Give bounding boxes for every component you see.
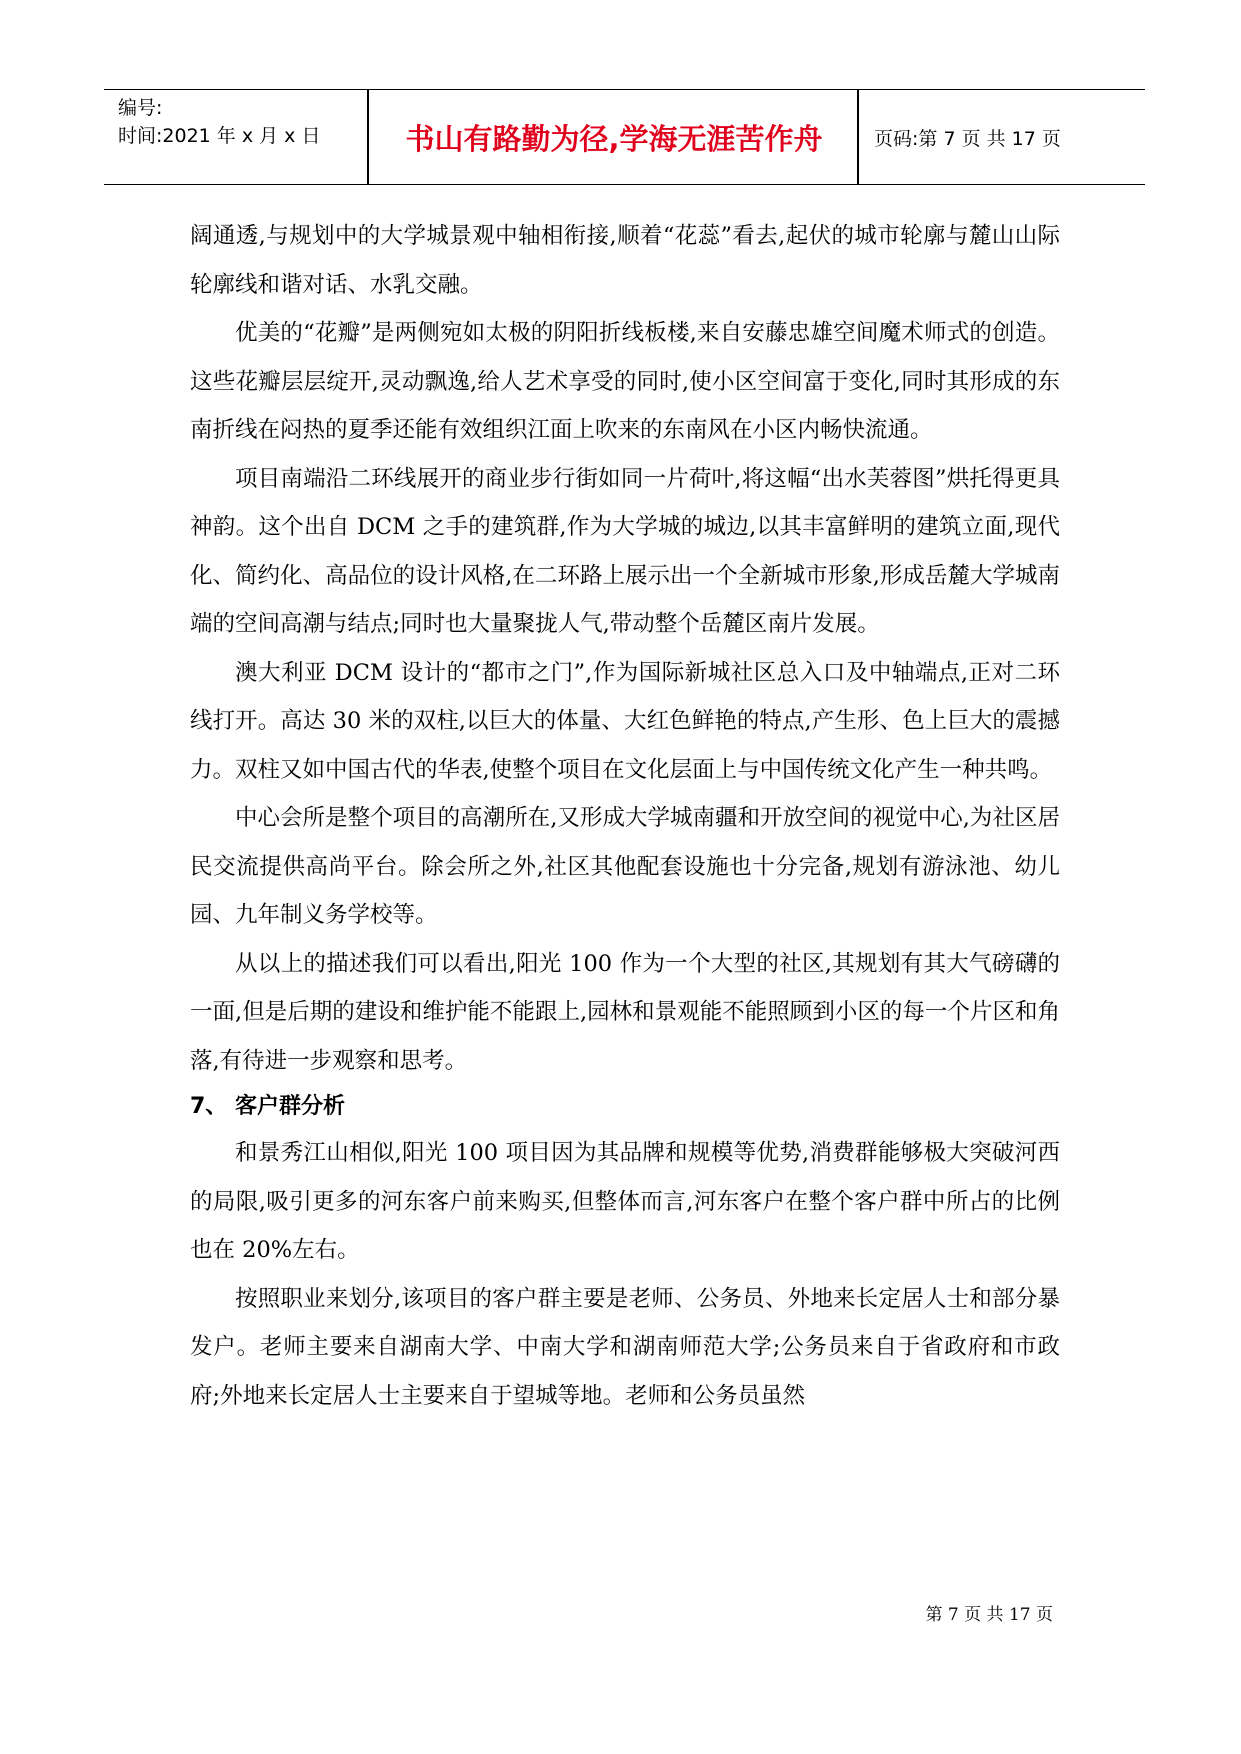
paragraph: 从以上的描述我们可以看出,阳光 100 作为一个大型的社区,其规划有其大气磅礴的一面,但是后期的建设和维护能不能跟上,园林和景观能不能照顾到小区的每一个片区和角落,有待进一步观察和思考。 <box>190 950 1060 1074</box>
paragraph: 中心会所是整个项目的高潮所在,又形成大学城南疆和开放空间的视觉中心,为社区居民交流提供高尚平台。除会所之外,社区其他配套设施也十分完备,规划有游泳池、幼儿园、九年制义务学校等。 <box>190 805 1060 928</box>
section-heading: 7、 客户群分析 <box>190 1094 345 1119</box>
header-table <box>104 89 1145 185</box>
paragraph: 和景秀江山相似,阳光 100 项目因为其品牌和规模等优势,消费群能够极大突破河西的局限,吸引更多的河东客户前来购买,但整体而言,河东客户在整个客户群中所占的比例也在 20%左右。 <box>190 1140 1060 1263</box>
body-text <box>190 212 1060 1420</box>
paragraph: 优美的“花瓣”是两侧宛如太极的阴阳折线板楼,来自安藤忠雄空间魔术师式的创造。这些花瓣层层绽开,灵动飘逸,给人艺术享受的同时,使小区空间富于变化,同时其形成的东南折线在闷热的夏季还能有效组织江面上吹来的东南风在小区内畅快流通。 <box>190 320 1060 443</box>
paragraph: 项目南端沿二环线展开的商业步行街如同一片荷叶,将这幅“出水芙蓉图”烘托得更具神韵。这个出自 DCM 之手的建筑群,作为大学城的城边,以其丰富鲜明的建筑立面,现代化、简约化、高品位的设计风格,在二环路上展示出一个全新城市形象,形成岳麓大学城南端的空间高潮与结点;同时也大量聚拢人气,带动整个岳麓区南片发展。 <box>190 465 1060 637</box>
paragraph: 阔通透,与规划中的大学城景观中轴相衔接,顺着“花蕊”看去,起伏的城市轮廓与麓山山际轮廓线和谐对话、水乳交融。 <box>190 223 1060 298</box>
motto: 书山有路勤为径,学海无涯苦作舟 <box>405 121 823 156</box>
paragraph: 按照职业来划分,该项目的客户群主要是老师、公务员、外地来长定居人士和部分暴发户。老师主要来自湖南大学、中南大学和湖南师范大学;公务员来自于省政府和市政府;外地来长定居人士主要来自于望城等地。老师和公务员虽然 <box>190 1285 1060 1409</box>
time-label: 时间:2021 年 x 月 x 日 <box>118 125 321 147</box>
header-divider <box>367 90 369 184</box>
paragraph: 澳大利亚 DCM 设计的“都市之门”,作为国际新城社区总入口及中轴端点,正对二环线打开。高达 30 米的双柱,以巨大的体量、大红色鲜艳的特点,产生形、色上巨大的震撼力。双柱又如中国古代的华表,使整个项目在文化层面上与中国传统文化产生一种共鸣。 <box>190 659 1060 783</box>
header-left-cell <box>118 94 363 150</box>
page-footer: 第 7 页 共 17 页 <box>925 1605 1053 1625</box>
header-divider <box>857 90 859 184</box>
page-label: 页码:第 7 页 共 17 页 <box>874 127 1061 150</box>
number-label: 编号: <box>118 97 163 119</box>
